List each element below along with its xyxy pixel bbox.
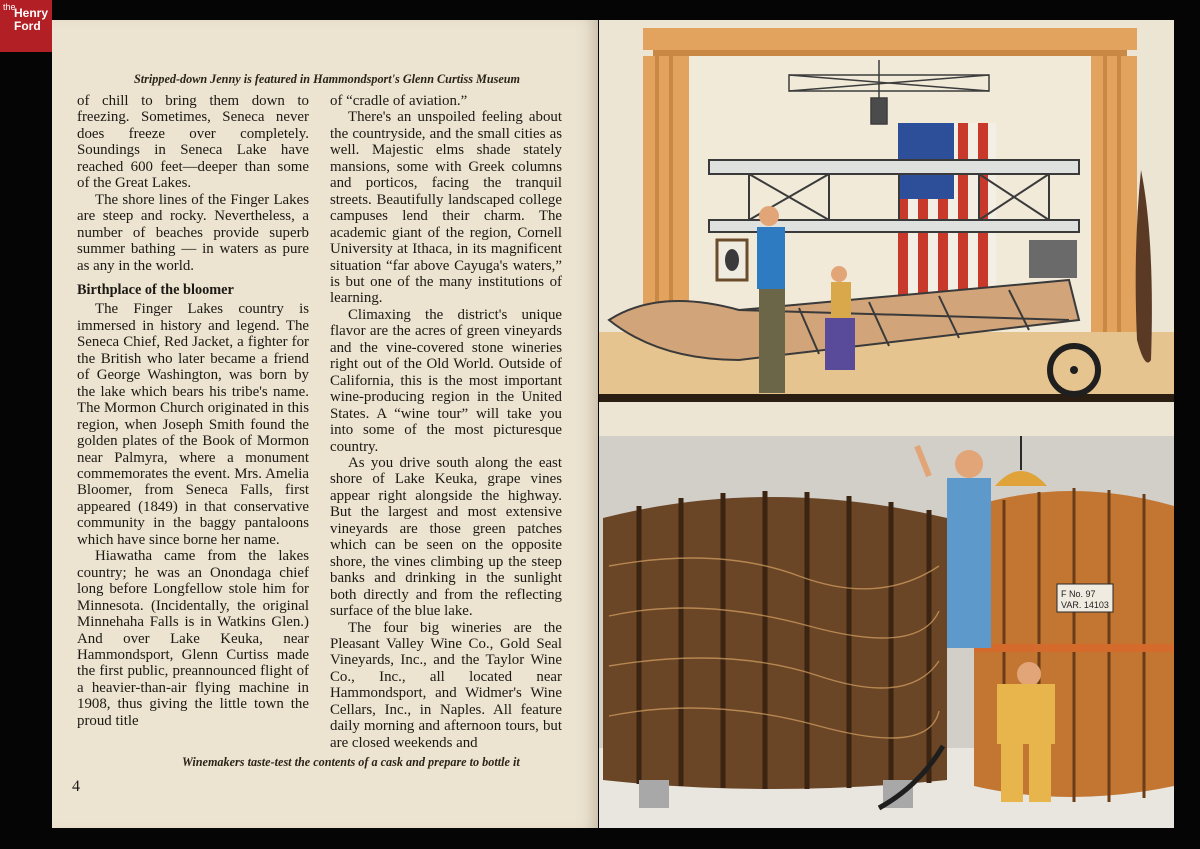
text-column-left (77, 93, 309, 729)
paragraph: of “cradle of aviation.” (330, 93, 468, 109)
subheading: Birthplace of the bloomer (77, 281, 234, 298)
museum-column-left (643, 56, 689, 332)
logo-name (14, 7, 48, 33)
barrel-label-line1: F No. 97 (1061, 589, 1096, 599)
caption-top: Stripped-down Jenny is featured in Hammondsport's Glenn Curtiss Museum (134, 72, 521, 86)
page-number: 4 (72, 778, 80, 795)
left-page (52, 20, 598, 828)
paragraph: Hiawatha came from the lakes country; he was an Onondaga chief long before Longfellow stole him for Minnesota. (Incidentally, the original Minnehaha Falls is in Watkins Glen.) And over Lake Keuka, near Hammondsport, Glenn Curtiss made the first public, preannounced flight of a heavier-than-air flying machine in 1908, thus giving the little town the proud title (77, 548, 309, 729)
logo-the: the (3, 2, 16, 12)
right-page (599, 20, 1174, 828)
paragraph: The Finger Lakes country is immersed in history and legend. The Seneca Chief, Red Jacket, a fighter for the British who later became a friend of George Washington, was born by the lake which bears his tribe's name. The Mormon Church originated in this region, when Joseph Smith found the golden plates of the Book of Mormon near Palmyra, where a monument commemorates the event. Mrs. Amelia Bloomer, from Seneca Falls, first appeared (1849) in that conservative community in the baggy pantaloons which have since borne her name. (77, 301, 309, 548)
paragraph: There's an unspoiled feeling about the countryside, and the small cities as well. Majestic elms shade stately mansions, some with Greek columns and porticos, facing the tranquil streets. Beautifully landscaped college campuses lend their charm. The academic giant of the region, Cornell University at Ithaca, in its magnificent situation “far above Cayuga's waters,” is but one of the many institutions of learning. (330, 109, 562, 307)
museum-column-right (1091, 56, 1137, 332)
museum-cornice (643, 28, 1137, 50)
wine-cask (603, 497, 947, 789)
paragraph: Climaxing the district's unique flavor are the acres of green vineyards and the vine-covered stone wineries right out of the Old World. Outside of California, this is the most important wine-producing region in the United States. A “wine tour” will take you into some of the most picturesque country. (330, 306, 562, 455)
henry-ford-logo (0, 0, 52, 52)
text-column-right (330, 93, 562, 751)
paragraph: The four big wineries are the Pleasant Valley Wine Co., Gold Seal Vineyards, Inc., and the Taylor Wine Co., Inc., all located near Hammondsport, and Widmer's Wine Cellars, Inc., in Naples. All feature daily morning and afternoon tours, but are closed weekends and (330, 619, 562, 751)
winery-cellar-illustration (599, 436, 1174, 828)
logo-name-line1: Henry (14, 6, 49, 20)
logo-name-line2: Ford (14, 19, 41, 33)
museum-biplane-illustration (599, 20, 1174, 412)
man-visitor (757, 206, 785, 393)
barrel-label-line2: VAR. 14103 (1061, 600, 1109, 610)
caption-bottom: Winemakers taste-test the contents of a cask and prepare to bottle it (182, 755, 520, 769)
paragraph: As you drive south along the east shore of Lake Keuka, grape vines appear right alongside the highway. But the largest and most extensive vineyards are those green patches which can be seen on the opposite shore, the vines climbing up the steep banks and drinking in the sunlight both directly and from the reflecting surface of the blue lake. (330, 454, 562, 620)
engine (1029, 240, 1077, 278)
paragraph: of chill to bring them down to freezing. Sometimes, Seneca never does freeze over completely. Soundings in Seneca Lake have reached 600 feet—deeper than some of the Great Lakes. (77, 93, 309, 192)
paragraph: The shore lines of the Finger Lakes are steep and rocky. Nevertheless, a number of beaches provide superb summer bathing — in waters as pure as any in the world. (77, 191, 309, 274)
